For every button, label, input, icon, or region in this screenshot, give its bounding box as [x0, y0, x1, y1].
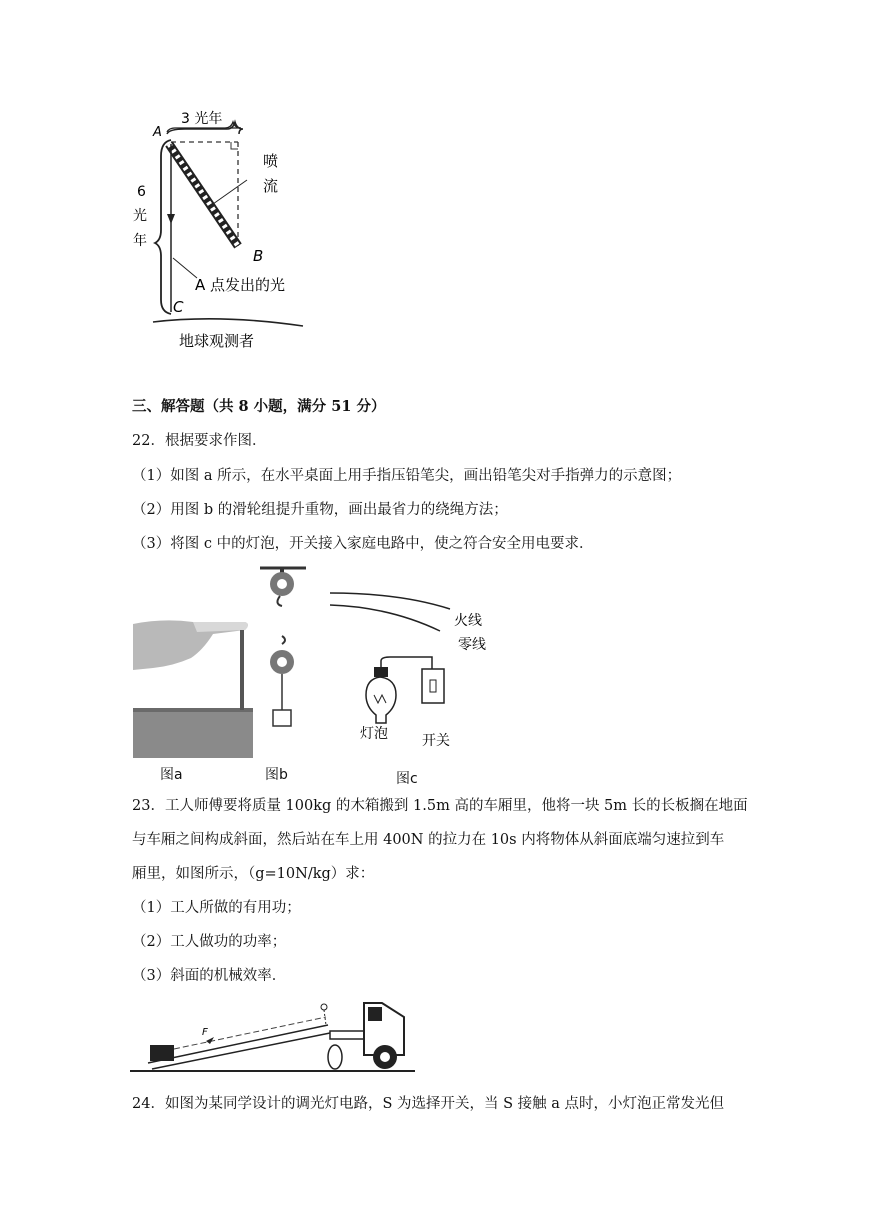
left-distance-brace — [155, 140, 171, 314]
jet-diagram — [125, 100, 320, 362]
pencil — [240, 630, 244, 710]
fixed-pulley — [270, 568, 294, 606]
bulb-label: 灯泡 — [360, 726, 388, 742]
label-observer: 地球观测者 — [179, 332, 255, 350]
label-c: C — [173, 298, 184, 316]
force-label: F — [202, 1027, 208, 1038]
weight — [273, 710, 291, 726]
jet-leader-line — [213, 180, 247, 204]
bulb — [366, 661, 396, 723]
label-left-unit1: 光 — [133, 208, 147, 224]
switch-label: 开关 — [422, 733, 450, 749]
label-b: B — [253, 247, 264, 265]
figure-a-label: 图a — [160, 767, 183, 783]
desk — [133, 708, 253, 758]
label-light: A 点发出的光 — [195, 276, 286, 294]
q22-stem: 22．根据要求作图． — [132, 433, 267, 449]
figure-c-circuit — [330, 585, 505, 755]
figure-b-pulley — [258, 562, 308, 744]
q23-item-3: （3）斜面的机械效率． — [132, 968, 287, 984]
figure-b-label: 图b — [265, 767, 288, 783]
label-left-num: 6 — [137, 184, 146, 200]
neutral-wire-label: 零线 — [458, 637, 486, 653]
label-jet-1: 喷 — [263, 152, 279, 170]
bulb-to-switch-wire — [381, 657, 432, 669]
neutral-wire — [330, 605, 440, 631]
figure-a-finger-pencil — [133, 610, 253, 760]
q22-item-1: （1）如图 a 所示，在水平桌面上用手指压铅笔尖，画出铅笔尖对手指弹力的示意图； — [132, 468, 682, 484]
label-left-unit2: 年 — [133, 233, 147, 249]
switch — [422, 669, 444, 703]
q24-line-1: 24．如图为某同学设计的调光灯电路，S 为选择开关，当 S 接触 a 点时，小灯泡正常发光但 — [132, 1096, 725, 1112]
crate — [150, 1045, 174, 1061]
label-top-distance: 3 光年 — [181, 111, 223, 127]
q22-item-2: （2）用图 b 的滑轮组提升重物，画出最省力的绕绳方法； — [132, 502, 508, 518]
q23-item-2: （2）工人做功的功率； — [132, 934, 287, 950]
rope — [174, 1017, 326, 1049]
jet-stream — [169, 144, 238, 246]
movable-pulley — [270, 636, 294, 710]
incline-board — [148, 1025, 330, 1069]
figure-c-label: 图c — [396, 771, 418, 787]
earth-surface — [153, 319, 303, 326]
q23-line-2: 与车厢之间构成斜面，然后站在车上用 400N 的拉力在 10s 内将物体从斜面底端匀速拉到车 — [132, 832, 725, 848]
q23-line-1: 23．工人师傅要将质量 100kg 的木箱搬到 1.5m 高的车厢里，他将一块 5m 长的长板搁在地面 — [132, 798, 748, 814]
section-heading: 三、解答题（共 8 小题，满分 51 分） — [132, 398, 386, 415]
label-jet-2: 流 — [263, 177, 279, 195]
q23-item-1: （1）工人所做的有用功； — [132, 900, 301, 916]
worker — [321, 1004, 327, 1025]
label-a: A — [153, 125, 162, 140]
incline-truck-figure — [130, 995, 415, 1075]
light-ray-arrow — [167, 214, 175, 224]
q23-line-3: 厢里，如图所示，（g=10N/kg）求： — [132, 866, 375, 882]
truck — [328, 1003, 404, 1069]
live-wire-label: 火线 — [454, 613, 482, 629]
q22-item-3: （3）将图 c 中的灯泡，开关接入家庭电路中，使之符合安全用电要求． — [132, 536, 594, 552]
